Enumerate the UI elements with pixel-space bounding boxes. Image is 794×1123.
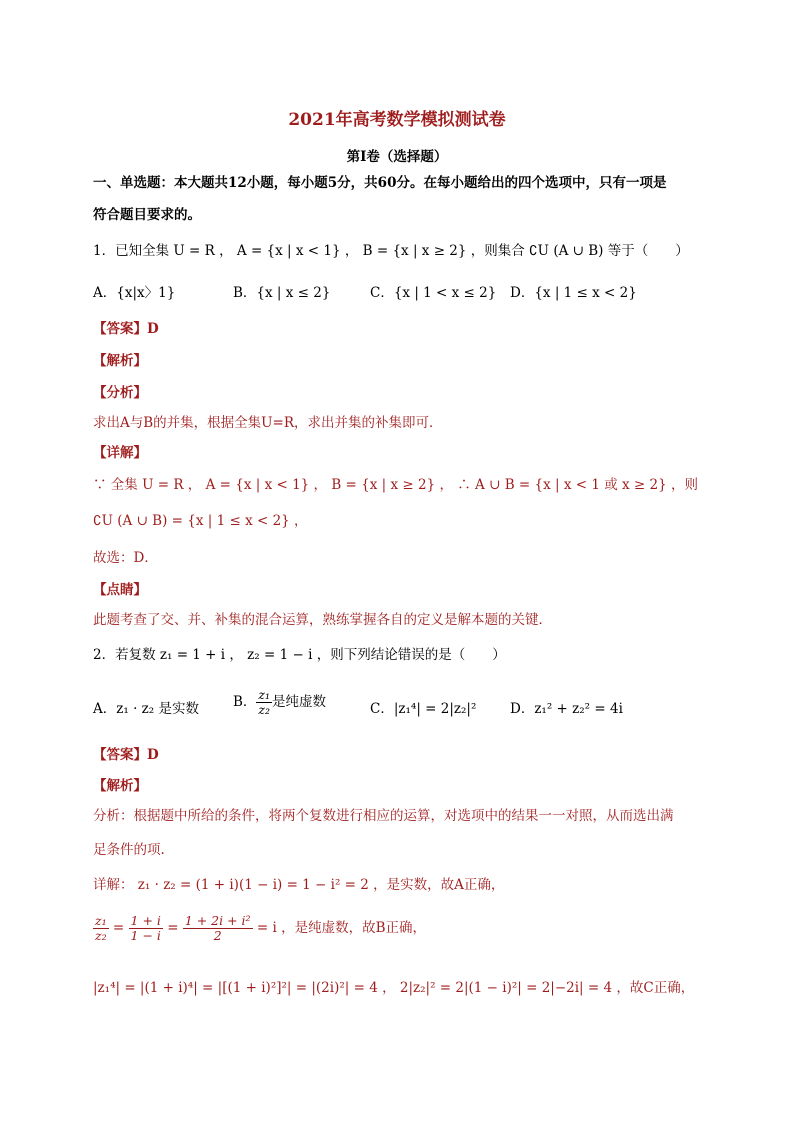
q1-fenxi-text: 求出A与B的并集，根据全集U=R，求出并集的补集即可． <box>93 415 443 431</box>
equals-sign: = <box>112 920 125 936</box>
section-heading-cont: 符合题目要求的。 <box>93 207 201 223</box>
fraction-numerator: 1 + i <box>130 913 161 928</box>
section-heading: 一、单选题：本大题共12小题，每小题5分，共60分。在每小题给出的四个选项中，只有一项是 <box>93 175 667 191</box>
q1-option-a: A．{x|x〉1} <box>93 285 176 301</box>
q1-option-b: B．{x | x ≤ 2} <box>233 285 331 301</box>
q2-option-c: C．|z₁⁴| = 2|z₂|² <box>370 701 477 717</box>
q2-analysis-line2: 足条件的项. <box>93 842 165 858</box>
q1-detail-line2: ∁U (A ∪ B) = {x | 1 ≤ x < 2} ， <box>93 513 308 529</box>
fraction-denominator: z₂ <box>95 928 107 943</box>
q2-detail-line2 <box>93 914 426 943</box>
q1-jiexi-label: 【解析】 <box>93 353 147 369</box>
q1-option-d: D．{x | 1 ≤ x < 2} <box>510 285 637 301</box>
question-1-stem: 1．已知全集 U = R ， A = {x | x < 1} ， B = {x | x ≥ 2} ，则集合 ∁U (A ∪ B) 等于（ ） <box>93 243 689 259</box>
q1-xiangjie-label: 【详解】 <box>93 445 147 461</box>
q1-dianjing-label: 【点睛】 <box>93 582 147 598</box>
section-subtitle: 第Ⅰ卷（选择题） <box>346 149 448 165</box>
q2-option-a: A．z₁ · z₂ 是实数 <box>93 701 199 717</box>
q2-option-b <box>233 688 326 717</box>
fraction-denominator: 1 − i <box>130 928 161 943</box>
fraction-numerator: z₁ <box>95 913 107 928</box>
fraction-denominator: z₂ <box>258 702 271 717</box>
q1-choose: 故选：D． <box>93 550 158 566</box>
q2-option-b-prefix: B． <box>233 694 257 710</box>
question-2-stem: 2．若复数 z₁ = 1 + i ， z₂ = 1 − i ，则下列结论错误的是（ ） <box>93 647 506 663</box>
q2-jiexi-label: 【解析】 <box>93 778 147 794</box>
fraction-numerator: z₁ <box>258 687 271 702</box>
q2-detail-line2-tail: = i ，是纯虚数，故B正确， <box>256 920 426 936</box>
q1-detail-line1: ∵ 全集 U = R ， A = {x | x < 1} ， B = {x | x ≥ 2} ， ∴ A ∪ B = {x | x < 1 或 x ≥ 2} ，则 <box>93 477 699 493</box>
fraction-z1-over-z2 <box>93 914 109 943</box>
fraction-denominator: 2 <box>213 928 222 943</box>
q1-fenxi-label: 【分析】 <box>93 385 147 401</box>
fraction-ratio <box>129 914 163 943</box>
q2-option-b-fraction <box>256 688 272 717</box>
document-title: 2021年高考数学模拟测试卷 <box>288 110 506 130</box>
q1-answer: 【答案】D <box>93 321 159 337</box>
q2-answer: 【答案】D <box>93 747 159 763</box>
fraction-expanded <box>183 914 253 943</box>
q1-option-c: C．{x | 1 < x ≤ 2} <box>370 285 497 301</box>
equals-sign: = <box>167 920 179 936</box>
q2-option-d: D．z₁² + z₂² = 4i <box>510 701 623 717</box>
q2-option-b-suffix: 是纯虚数 <box>272 694 327 710</box>
q2-detail-line3: |z₁⁴| = |(1 + i)⁴| = |[(1 + i)²]²| = |(2i)²| = 4 ， 2|z₂|² = 2|(1 − i)²| = 2|−2i| = 4 ，故C正确， <box>93 980 695 996</box>
q1-dianjing-text: 此题考查了交、并、补集的混合运算，熟练掌握各自的定义是解本题的关键． <box>93 612 552 628</box>
fraction-numerator: 1 + 2i + i² <box>184 913 251 928</box>
q2-detail-line1: 详解： z₁ · z₂ = (1 + i)(1 − i) = 1 − i² = 2 ，是实数，故A正确， <box>93 877 505 893</box>
q2-analysis-line1: 分析：根据题中所给的条件，将两个复数进行相应的运算，对选项中的结果一一对照，从而选出满 <box>93 808 674 824</box>
